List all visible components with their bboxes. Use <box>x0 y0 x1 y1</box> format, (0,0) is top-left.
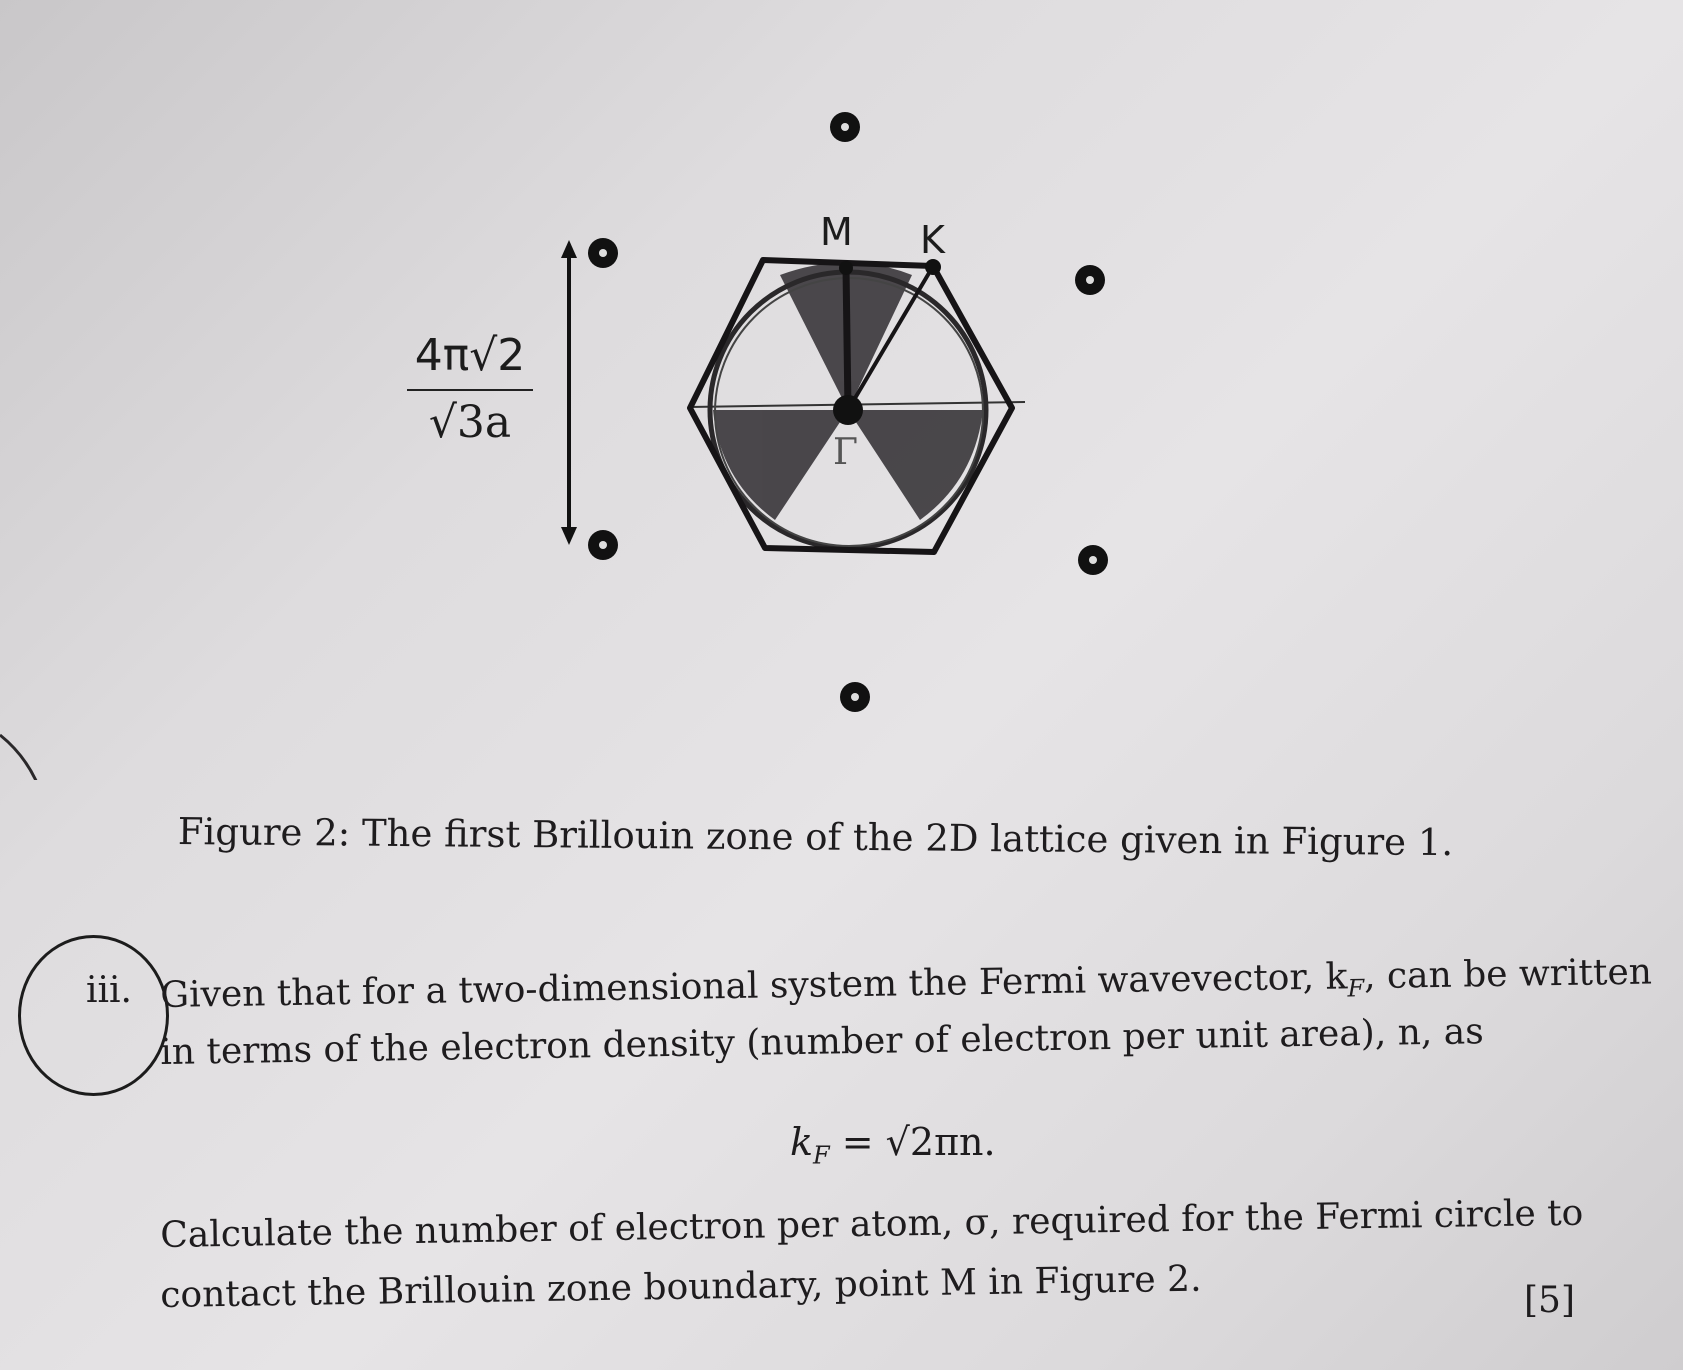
dimension-arrow <box>561 240 577 545</box>
question-line-4: contact the Brillouin zone boundary, point M in Figure 2. <box>160 1258 1202 1316</box>
dimension-denominator: √3a <box>428 397 512 448</box>
gamma-point-label: Γ <box>833 432 858 473</box>
k-point-label: K <box>920 218 945 262</box>
equation-rhs: = √2πn. <box>829 1120 996 1164</box>
question-line-1-text: Given that for a two-dimensional system the Fermi wavevector, k <box>160 956 1348 1016</box>
m-point <box>839 261 853 275</box>
question-line-3: Calculate the number of electron per atom, σ, required for the Fermi circle to <box>160 1192 1584 1256</box>
m-point-label: M <box>820 210 853 254</box>
question-number: iii. <box>86 970 132 1011</box>
dimension-numerator: 4π√2 <box>414 330 526 381</box>
figure-caption: Figure 2: The first Brillouin zone of the 2D lattice given in Figure 1. <box>177 810 1454 865</box>
margin-pen-marks <box>0 735 90 780</box>
marks-indicator: [5] <box>1524 1280 1575 1321</box>
question-line-1-end: , can be written <box>1363 951 1653 998</box>
question-line-1 <box>160 952 1652 1022</box>
gamma-m-line <box>846 268 848 410</box>
equation-subscript: F <box>813 1141 830 1170</box>
kf-subscript: F <box>1347 974 1365 1003</box>
hand-drawn-circle <box>18 935 169 1096</box>
gamma-point <box>833 395 863 425</box>
fermi-equation <box>790 1120 996 1170</box>
dimension-label <box>405 330 535 448</box>
question-line-2: in terms of the electron density (number of electron per unit area), n, as <box>160 1011 1484 1073</box>
equation-lhs: k <box>790 1120 814 1164</box>
